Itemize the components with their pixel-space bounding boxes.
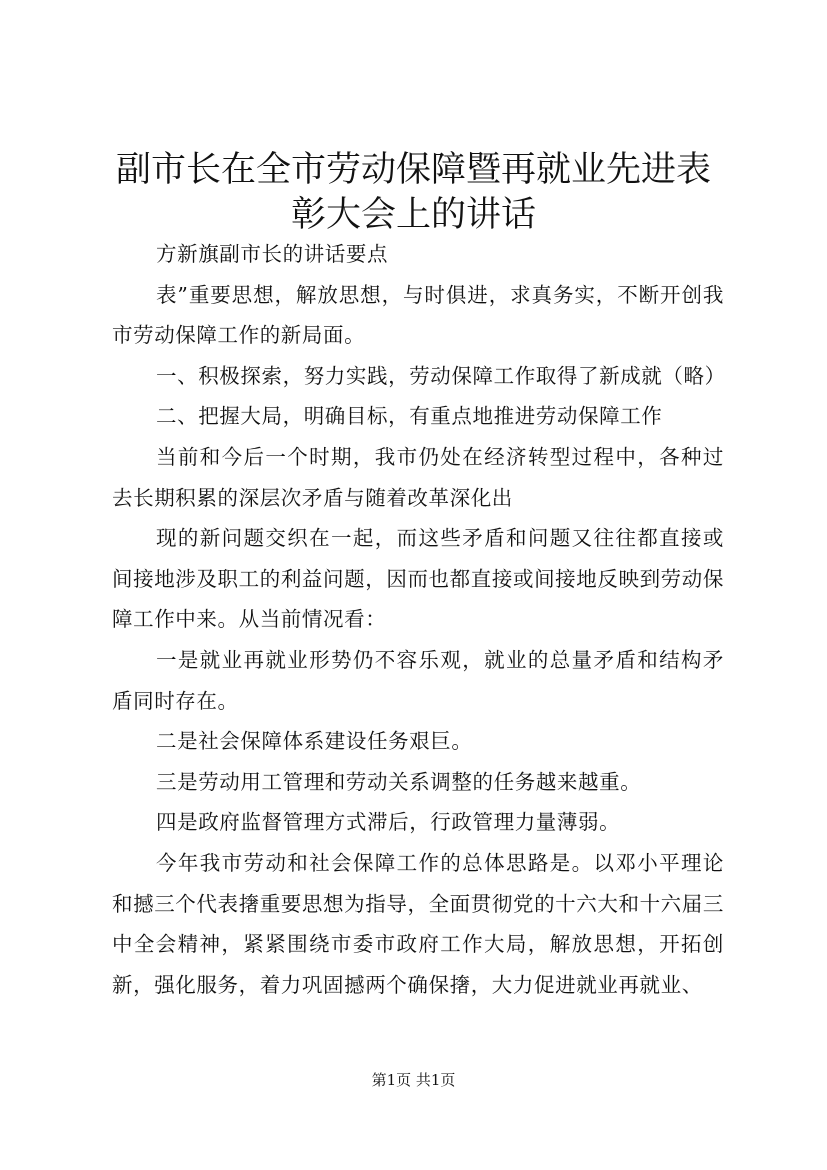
paragraph: 四是政府监督管理方式滞后，行政管理力量薄弱。 xyxy=(156,810,621,835)
paragraph-heading-1: 一、积极探索，努力实践，劳动保障工作取得了新成就（略） xyxy=(156,363,726,388)
paragraph: 当前和今后一个时期，我市仍处在经济转型过程中，各种过去长期积累的深层次矛盾与随着改革深化出 xyxy=(112,444,724,510)
paragraph: 今年我市劳动和社会保障工作的总体思路是。以邓小平理论和撼三个代表撦重要思想为指导，全面贯彻党的十六大和十六届三中全会精神，紧紧围绕市委市政府工作大局，解放思想，开拓创新，强化服务，着力巩固撼两个确保撦，大力促进就业再就业、 xyxy=(112,850,724,997)
paragraph: 一是就业再就业形势仍不容乐观，就业的总量矛盾和结构矛盾同时存在。 xyxy=(112,647,724,713)
paragraph: 表”重要思想，解放思想，与时俱进，求真务实，不断开创我市劳动保障工作的新局面。 xyxy=(112,282,724,348)
document-title: 副市长在全市劳动保障暨再就业先进表彰大会上的讲话 xyxy=(115,150,711,235)
paragraph-heading-2: 二、把握大局，明确目标，有重点地推进劳动保障工作 xyxy=(156,404,663,429)
paragraph: 二是社会保障体系建设任务艰巨。 xyxy=(156,729,473,754)
document-body xyxy=(112,234,724,1005)
paragraph: 现的新问题交织在一起，而这些矛盾和问题又往往都直接或间接地涉及职工的利益问题，因而也都直接或间接地反映到劳动保障工作中来。从当前情况看： xyxy=(112,526,724,632)
paragraph: 三是劳动用工管理和劳动关系调整的任务越来越重。 xyxy=(156,769,642,794)
page-number-footer: 第1页 共1页 xyxy=(371,1071,456,1089)
paragraph-subtitle: 方新旗副市长的讲话要点 xyxy=(156,242,389,266)
